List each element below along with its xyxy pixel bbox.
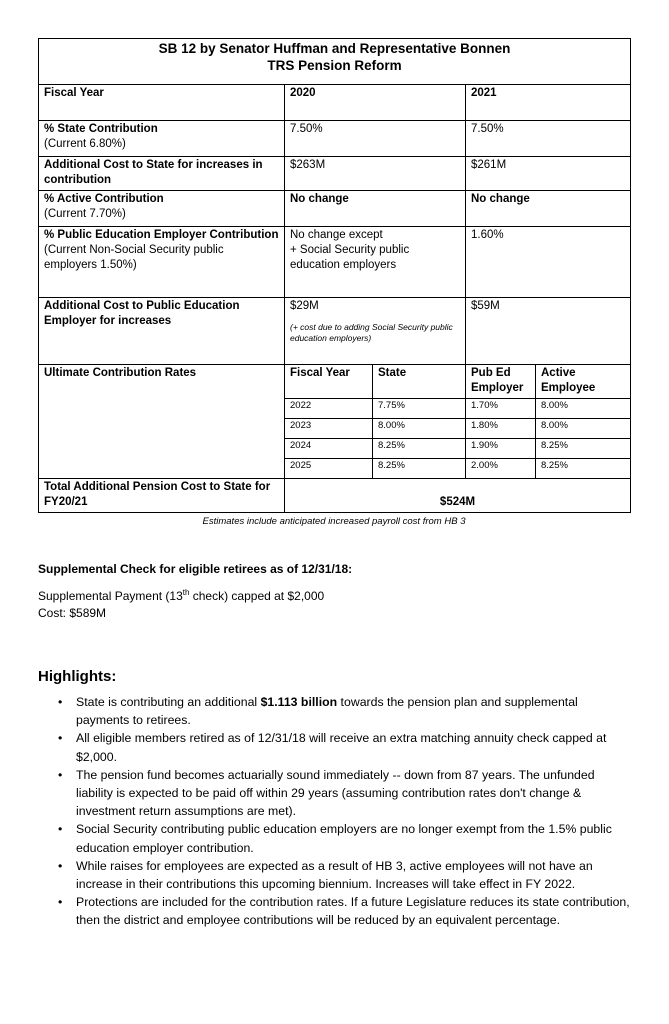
ultimate-rates-label: Ultimate Contribution Rates	[39, 365, 285, 479]
bullet-icon: •	[58, 822, 63, 837]
pe-employer-contribution-2020	[285, 227, 466, 298]
highlight-text: All eligible members retired as of 12/31/18 will receive an extra matching annuity check capped at $2,000.	[76, 731, 607, 764]
supplemental-heading: Supplemental Check for eligible retirees as of 12/31/18:	[38, 562, 353, 576]
pe-employer-2020-line1: No change except	[290, 229, 383, 241]
highlight-text: State is contributing an additional	[76, 695, 261, 709]
bullet-icon: •	[58, 731, 63, 746]
ultimate-active: 8.00%	[536, 399, 631, 419]
ultimate-state: 8.00%	[373, 419, 466, 439]
ultimate-header-state: State	[373, 365, 466, 399]
ultimate-pub-ed: 2.00%	[466, 459, 536, 479]
estimates-caption: Estimates include anticipated increased payroll cost from HB 3	[202, 516, 466, 527]
bullet-icon: •	[58, 895, 63, 910]
header-2021: 2021	[466, 85, 631, 121]
pe-employer-contribution-current: (Current Non-Social Security public employers 1.50%)	[44, 244, 224, 271]
supplemental-payment-pre: Supplemental Payment (13	[38, 589, 183, 603]
ultimate-header-pub-ed: Pub Ed Employer	[466, 365, 536, 399]
additional-cost-pe-note: (+ cost due to adding Social Security public education employers)	[290, 322, 453, 343]
active-contribution-2021: No change	[466, 191, 631, 227]
table-title	[39, 39, 631, 85]
pension-reform-table	[38, 38, 631, 513]
ultimate-pub-ed: 1.90%	[466, 439, 536, 459]
ultimate-year: 2024	[285, 439, 373, 459]
supplemental-payment-post: check) capped at $2,000	[189, 589, 325, 603]
supplemental-cost: Cost: $589M	[38, 606, 107, 620]
ultimate-active: 8.25%	[536, 439, 631, 459]
total-cost-label: Total Additional Pension Cost to State for FY20/21	[39, 479, 285, 513]
ultimate-active: 8.00%	[536, 419, 631, 439]
pe-employer-contribution-label: % Public Education Employer Contribution	[44, 229, 279, 241]
additional-cost-pe-label: Additional Cost to Public Education Employer for increases	[39, 298, 285, 365]
additional-cost-state-2020: $263M	[285, 157, 466, 191]
bullet-icon: •	[58, 767, 63, 782]
ultimate-active: 8.25%	[536, 459, 631, 479]
state-contribution-current: (Current 6.80%)	[44, 138, 126, 150]
pe-employer-2020-line2: + Social Security public education employers	[290, 244, 410, 271]
header-2020: 2020	[285, 85, 466, 121]
list-item	[58, 693, 633, 729]
fiscal-year-label: Fiscal Year	[39, 85, 285, 121]
title-line-2: TRS Pension Reform	[267, 58, 402, 73]
list-item	[58, 893, 633, 929]
active-contribution-2020: No change	[285, 191, 466, 227]
additional-cost-pe-2020: $29M	[290, 300, 319, 312]
bullet-icon: •	[58, 858, 63, 873]
ultimate-state: 7.75%	[373, 399, 466, 419]
supplemental-payment	[38, 588, 324, 603]
highlight-text: The pension fund becomes actuarially sound immediately -- down from 87 years. The unfunded liability is expected to be paid off within 29 years (assuming contribution rates don't change & investment return assumptions are met).	[76, 767, 595, 819]
state-contribution-label: % State Contribution	[44, 123, 158, 135]
highlight-text: Social Security contributing public education employers are no longer exempt from the 1.5% public education employer contribution.	[76, 822, 612, 855]
highlight-bold: $1.113 billion	[260, 695, 338, 709]
bullet-icon: •	[58, 695, 63, 709]
state-contribution-2021: 7.50%	[466, 121, 631, 157]
supplemental-payment-sup: th	[182, 588, 190, 597]
pe-employer-contribution-2021: 1.60%	[466, 227, 631, 298]
active-contribution-current: (Current 7.70%)	[44, 208, 126, 220]
active-contribution-label-cell	[39, 191, 285, 227]
list-item	[58, 729, 633, 765]
ultimate-header-active: Active Employee	[536, 365, 631, 399]
active-contribution-label: % Active Contribution	[44, 193, 164, 205]
ultimate-pub-ed: 1.80%	[466, 419, 536, 439]
total-cost-value: $524M	[285, 479, 631, 513]
highlights-title: Highlights:	[38, 668, 117, 685]
pe-employer-contribution-label-cell	[39, 227, 285, 298]
additional-cost-state-2021: $261M	[466, 157, 631, 191]
highlight-text: While raises for employees are expected as a result of HB 3, active employees will not have an increase in their contributions this upcoming biennium. Increases will take effect in FY 2022.	[76, 858, 593, 892]
ultimate-year: 2022	[285, 399, 373, 419]
highlight-text-end: towards the pension plan and supplemental payments to retirees.	[76, 695, 578, 728]
additional-cost-pe-2021: $59M	[466, 298, 631, 365]
ultimate-header-fiscal-year: Fiscal Year	[285, 365, 373, 399]
list-item	[58, 766, 633, 821]
highlight-text: Protections are included for the contribution rates. If a future Legislature reduces its state contribution, then the district and employee contributions will be reduced by an equivalent percentage.	[76, 895, 630, 928]
ultimate-state: 8.25%	[373, 439, 466, 459]
ultimate-pub-ed: 1.70%	[466, 399, 536, 419]
highlights-list	[58, 693, 633, 930]
ultimate-state: 8.25%	[373, 459, 466, 479]
additional-cost-state-label: Additional Cost to State for increases in contribution	[39, 157, 285, 191]
title-line-1: SB 12 by Senator Huffman and Representative Bonnen	[158, 41, 511, 56]
additional-cost-pe-2020-cell	[285, 298, 466, 365]
list-item	[58, 820, 633, 856]
ultimate-year: 2023	[285, 419, 373, 439]
list-item	[58, 857, 633, 893]
state-contribution-2020: 7.50%	[285, 121, 466, 157]
ultimate-year: 2025	[285, 459, 373, 479]
state-contribution-label-cell	[39, 121, 285, 157]
